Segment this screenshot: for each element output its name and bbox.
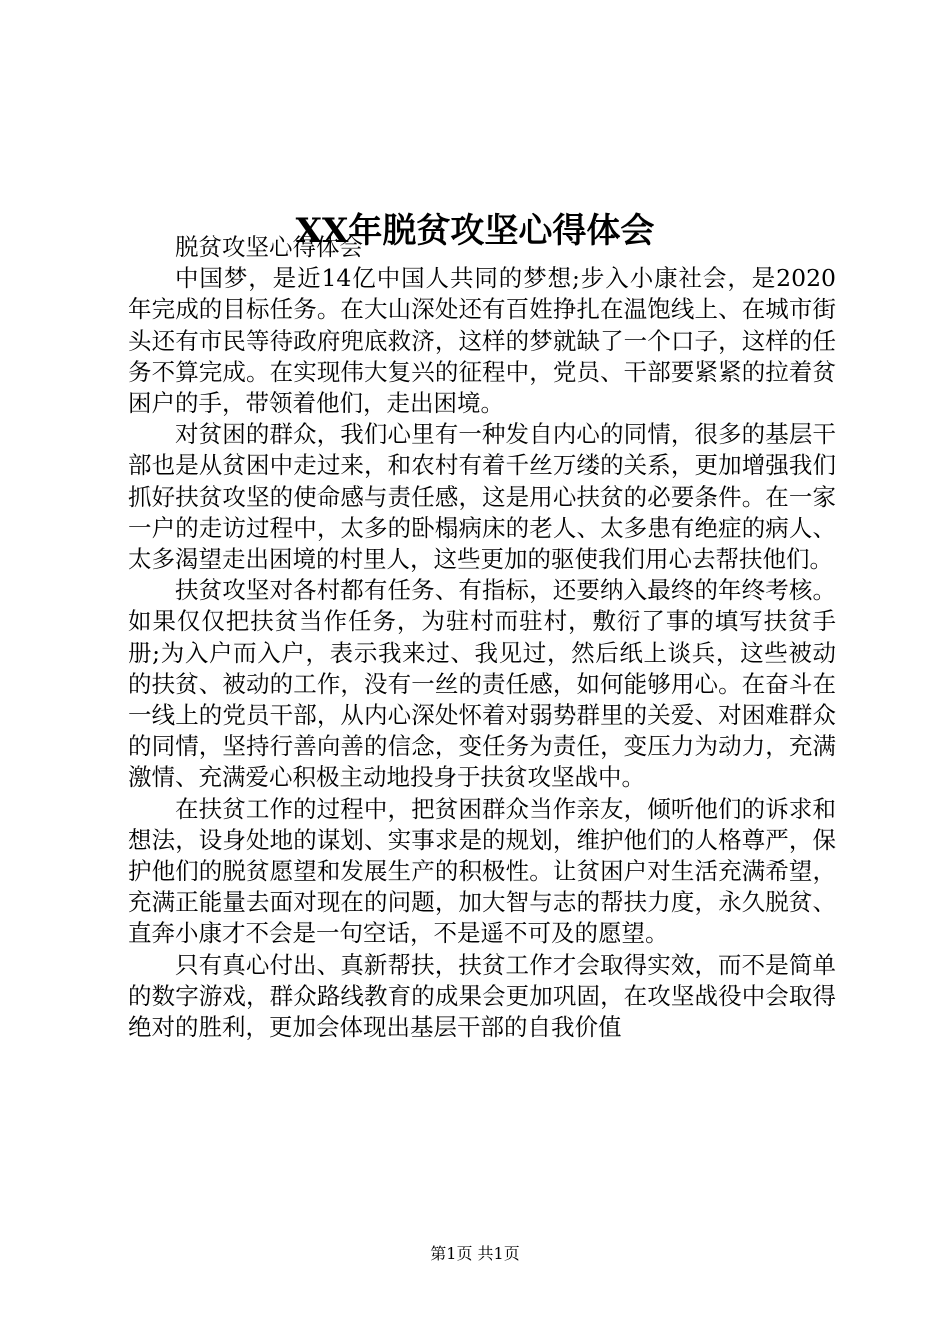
body-paragraph: 脱贫攻坚心得体会 [175, 233, 363, 261]
body-paragraph: 在扶贫工作的过程中，把贫困群众当作亲友，倾听他们的诉求和想法，设身处地的谋划、实事求是的规划，维护他们的人格尊严，保护他们的脱贫愿望和发展生产的积极性。让贫困户对生活充满希望，充满正能量去面对现在的问题，加大智与志的帮扶力度，永久脱贫、直奔小康才不会是一句空话，不是遥不可及的愿望。 [128, 794, 836, 948]
page-footer: 第1页 共1页 [430, 1244, 520, 1263]
body-paragraph: 扶贫攻坚对各村都有任务、有指标，还要纳入最终的年终考核。如果仅仅把扶贫当作任务，为驻村而驻村，敷衍了事的填写扶贫手册;为入户而入户，表示我来过、我见过，然后纸上谈兵，这些被动的扶贫、被动的工作，没有一丝的责任感，如何能够用心。在奋斗在一线上的党员干部，从内心深处怀着对弱势群里的关爱、对困难群众的同情，坚持行善向善的信念，变任务为责任，变压力为动力，充满激情、充满爱心积极主动地投身于扶贫攻坚战中。 [128, 576, 836, 792]
body-paragraph: 只有真心付出、真新帮扶，扶贫工作才会取得实效，而不是简单的数字游戏，群众路线教育的成果会更加巩固，在攻坚战役中会取得绝对的胜利，更加会体现出基层干部的自我价值 [128, 950, 836, 1042]
document-title: XX年脱贫攻坚心得体会 [295, 210, 655, 251]
body-paragraph: 对贫困的群众，我们心里有一种发自内心的同情，很多的基层干部也是从贫困中走过来，和农村有着千丝万缕的关系，更加增强我们抓好扶贫攻坚的使命感与责任感，这是用心扶贫的必要条件。在一家一户的走访过程中，太多的卧榻病床的老人、太多患有绝症的病人、太多渴望走出困境的村里人，这些更加的驱使我们用心去帮扶他们。 [128, 420, 836, 574]
document-body [128, 232, 836, 1043]
body-paragraph: 中国梦，是近14亿中国人共同的梦想;步入小康社会，是2020年完成的目标任务。在大山深处还有百姓挣扎在温饱线上、在城市街头还有市民等待政府兜底救济，这样的梦就缺了一个口子，这样的任务不算完成。在实现伟大复兴的征程中，党员、干部要紧紧的拉着贫困户的手，带领着他们，走出困境。 [128, 264, 836, 418]
